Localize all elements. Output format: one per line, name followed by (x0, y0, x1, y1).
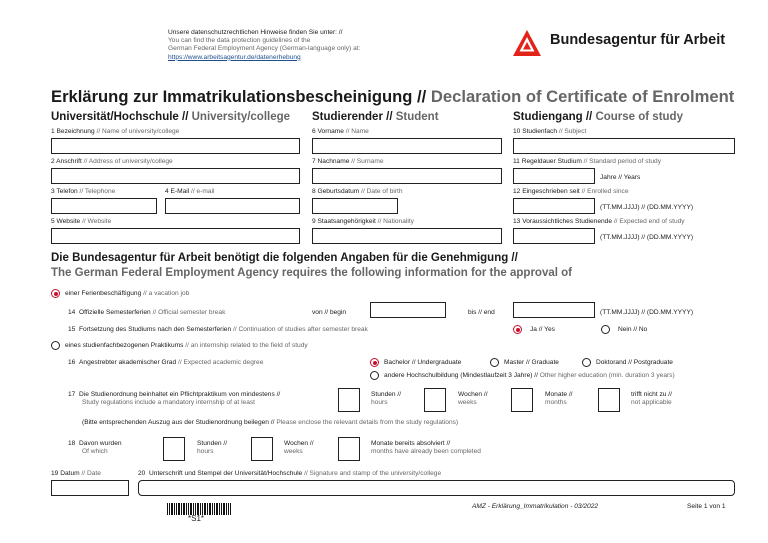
surname-input[interactable] (312, 168, 502, 184)
label-mandatory-internship: 17 Die Studienordnung beinhaltet ein Pflichtpraktikum von mindestens // Study regulations include a mandatory internship of at least (68, 391, 281, 407)
internship-hours-label: Stunden // hours (371, 391, 402, 407)
years-suffix: Jahre // Years (600, 174, 641, 181)
section-student-de: Studierender // (312, 111, 393, 123)
label-semester-break: 14 Offizielle Semesterferien // Official semester break (68, 309, 226, 316)
page-number: Seite 1 von 1 (687, 503, 726, 510)
title-en: Declaration of Certificate of Enrolment (430, 87, 735, 106)
date-of-birth-input[interactable] (312, 198, 398, 214)
requirement-heading-en: The German Federal Employment Agency requires the following information for the approval of (51, 267, 572, 279)
section-course (513, 111, 683, 123)
internship-not-applicable-input[interactable] (598, 388, 620, 412)
continuation-no-label: Nein // No (618, 326, 648, 333)
completed-weeks-input[interactable] (251, 437, 273, 461)
agency-logo-icon (512, 29, 542, 57)
form-id: AMZ - Erklärung_Immatrikulation - 03/2022 (472, 503, 599, 510)
semester-break-begin-input[interactable] (370, 302, 446, 318)
title-de: Erklärung zur Immatrikulationsbescheinigung // (51, 87, 427, 106)
first-name-input[interactable] (312, 138, 502, 154)
privacy-line-3: German Federal Employment Agency (German-language only) at: (168, 45, 361, 53)
enrolled-since-input[interactable] (513, 198, 595, 214)
expected-end-date-hint: (TT.MM.JJJJ) // (DD.MM.YYYY) (600, 234, 694, 241)
section-student (312, 111, 439, 123)
requirement-heading-de: Die Bundesagentur für Arbeit benötigt die folgenden Angaben für die Genehmigung // (51, 252, 518, 264)
label-first-name: 6 Vorname // Name (312, 128, 369, 135)
label-university-address: 2 Anschrift // Address of university/college (51, 158, 173, 165)
label-surname: 7 Nachname // Surname (312, 158, 384, 165)
date-input[interactable] (51, 480, 129, 496)
page-title (51, 87, 734, 107)
nationality-input[interactable] (312, 228, 502, 244)
degree-doctorate-radio[interactable] (582, 358, 591, 367)
continuation-no-radio[interactable] (601, 325, 610, 334)
section-student-en: Student (395, 111, 439, 123)
section-course-en: Course of study (595, 111, 683, 123)
internship-hours-input[interactable] (338, 388, 360, 412)
section-course-de: Studiengang // (513, 111, 593, 123)
standard-period-input[interactable] (513, 168, 595, 184)
internship-label: eines studienfachbezogenen Praktikums // an internship related to the field of study (65, 342, 308, 349)
label-begin: von // begin (312, 309, 347, 316)
website-input[interactable] (51, 228, 300, 244)
vacation-job-label: einer Ferienbeschäftigung // a vacation job (65, 290, 190, 297)
completed-hours-input[interactable] (163, 437, 185, 461)
internship-months-input[interactable] (511, 388, 533, 412)
semester-break-end-input[interactable] (513, 302, 595, 318)
degree-master-label: Master // Graduate (504, 359, 559, 366)
section-university-de: Universität/Hochschule // (51, 111, 189, 123)
semester-break-date-hint: (TT.MM.JJJJ) // (DD.MM.YYYY) (600, 309, 694, 316)
label-email: 4 E-Mail // e-mail (165, 188, 215, 195)
completed-months-input[interactable] (338, 437, 360, 461)
degree-doctorate-label: Doktorand // Postgraduate (596, 359, 673, 366)
label-end: bis // end (468, 309, 495, 316)
university-address-input[interactable] (51, 168, 300, 184)
label-date-of-birth: 8 Geburtsdatum // Date of birth (312, 188, 403, 195)
section-university (51, 111, 290, 123)
privacy-line-1: Unsere datenschutzrechtlichen Hinweise finden Sie unter: // (168, 29, 343, 36)
email-input[interactable] (165, 198, 300, 214)
study-regulations-note: (Bitte entsprechenden Auszug aus der Studienordnung beilegen // Please enclose the relevant details from the study regulations) (82, 419, 459, 426)
label-university-name: 1 Bezeichnung // Name of university/college (51, 128, 180, 135)
signature-stamp-field[interactable] (138, 480, 735, 496)
degree-other-radio[interactable] (370, 371, 379, 380)
continuation-yes-radio[interactable] (513, 325, 522, 334)
internship-weeks-input[interactable] (424, 388, 446, 412)
privacy-notice (168, 29, 428, 62)
label-expected-end: 13 Voraussichtliches Studienende // Expected end of study (513, 218, 685, 225)
completed-months-label: Monate bereits absolviert // months have already been completed (371, 440, 481, 456)
internship-not-applicable-label: trifft nicht zu // not applicable (631, 391, 672, 407)
degree-other-label: andere Hochschulbildung (Mindestlaufzeit 3 Jahre) // Other higher education (min. duration 3 years) (384, 372, 675, 379)
label-telephone: 3 Telefon // Telephone (51, 188, 116, 195)
internship-radio[interactable] (51, 341, 60, 350)
label-subject: 10 Studienfach // Subject (513, 128, 587, 135)
degree-master-radio[interactable] (490, 358, 499, 367)
privacy-line-2: You can find the data protection guidelines of the (168, 37, 311, 45)
barcode-text: *S1* (188, 514, 205, 523)
label-website: 5 Website // Website (51, 218, 112, 225)
label-date: 19 Datum // Date (51, 470, 101, 477)
label-completed: 18 Davon wurden Of which (68, 440, 122, 456)
completed-hours-label: Stunden // hours (197, 440, 228, 456)
expected-end-input[interactable] (513, 228, 595, 244)
degree-bachelor-label: Bachelor // Undergraduate (384, 359, 462, 366)
label-nationality: 9 Staatsangehörigkeit // Nationality (312, 218, 414, 225)
subject-input[interactable] (513, 138, 735, 154)
section-university-en: University/college (191, 111, 291, 123)
privacy-link[interactable]: https://www.arbeitsagentur.de/datenerhebung (168, 53, 301, 61)
label-enrolled-since: 12 Eingeschrieben seit // Enrolled since (513, 188, 629, 195)
vacation-job-radio[interactable] (51, 289, 60, 298)
internship-weeks-label: Wochen // weeks (458, 391, 488, 407)
label-standard-period: 11 Regeldauer Studium // Standard period of study (513, 158, 662, 165)
label-signature: 20 Unterschrift und Stempel der Universität/Hochschule // Signature and stamp of the university/college (138, 470, 442, 477)
completed-weeks-label: Wochen // weeks (284, 440, 314, 456)
university-name-input[interactable] (51, 138, 300, 154)
continuation-yes-label: Ja // Yes (530, 326, 555, 333)
degree-bachelor-radio[interactable] (370, 358, 379, 367)
enrolled-date-hint: (TT.MM.JJJJ) // (DD.MM.YYYY) (600, 204, 694, 211)
internship-months-label: Monate // months (545, 391, 573, 407)
brand-name: Bundesagentur für Arbeit (550, 32, 726, 48)
barcode-icon (167, 502, 231, 514)
label-academic-degree: 16 Angestrebter akademischer Grad // Expected academic degree (68, 359, 264, 366)
label-continuation: 15 Fortsetzung des Studiums nach den Semesterferien // Continuation of studies after semester break (68, 326, 368, 333)
telephone-input[interactable] (51, 198, 157, 214)
